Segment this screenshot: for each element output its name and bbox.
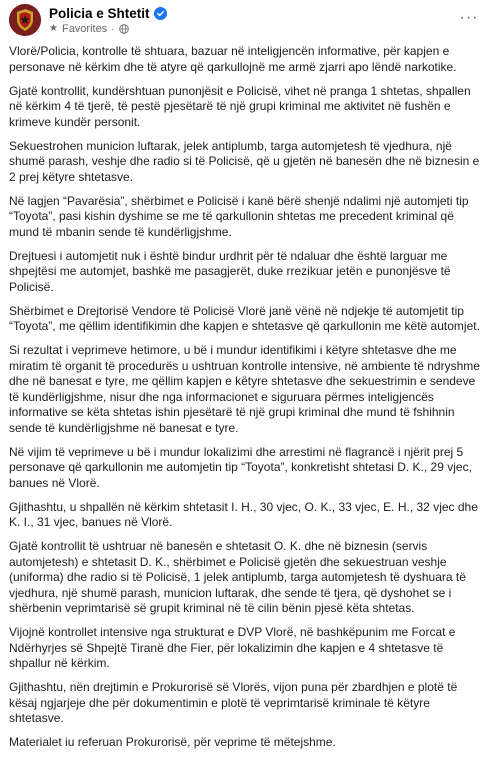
post-paragraph: Materialet iu referuan Prokurorisë, për veprime të mëtejshme.	[9, 735, 336, 749]
separator-dot: ·	[111, 23, 115, 35]
globe-icon[interactable]	[119, 24, 129, 34]
post-paragraph: Gjatë kontrollit, kundërshtuan punonjësit e Policisë, vihet në pranga 1 shtetas, shpallen në kërkim 4 të tjerë, të pestë pjesëtarë të një grupi kriminal me aktivitet në fushën e krimeve kundër personit.	[9, 83, 471, 129]
verified-badge-icon	[154, 7, 167, 20]
post-paragraph: Vijojnë kontrollet intensive nga strukturat e DVP Vlorë, në bashkëpunim me Forcat e Ndërhyrjes së Shpejtë Tiranë dhe Fier, për lokalizimin dhe kapjen e 4 shtetasve të shpallur në kërkim.	[9, 625, 456, 670]
post-paragraph: Gjithashtu, nën drejtimin e Prokurorisë së Vlorës, vijon puna për zbardhjen e plotë të kësaj ngjarjeje dhe për dokumentimin e plotë të veprimtarisë kriminale të këtyre shtetasve.	[9, 680, 458, 725]
post-paragraph: Drejtuesi i automjetit nuk i është bindur urdhrit për të ndaluar dhe është larguar me shpejtësi me automjet, bashkë me pasagjerët, duke rrezikuar jetën e punonjësve të Policisë.	[9, 248, 451, 294]
post-paragraph: Në lagjen “Pavarësia”, shërbimet e Policisë i kanë bërë shenjë ndalimi një automjeti tip “Toyota”, pasi kishin dyshime se me të qarkullonin shtetas me precedent kriminal që mund të mbanin sende të kundërligjshme.	[9, 193, 469, 239]
page-avatar[interactable]	[9, 4, 41, 36]
post-paragraph: Vlorë/Policia, kontrolle të shtuara, bazuar në inteligjencën informative, për kapjen e personave në kërkim dhe të atyre që qarkullojnë me armë zjarri apo lëndë narkotike.	[9, 44, 457, 74]
page-name-row	[49, 6, 167, 21]
post-paragraph: Në vijim të veprimeve u bë i mundur lokalizimi dhe arrestimi në flagrancë i njërit prej 5 personave që qarkullonin me automjetin tip “Toyota”, konkretisht shtetasi D. K., 29 vjec, banues në Vlorë.	[9, 444, 472, 490]
post-meta	[49, 23, 129, 35]
post-body	[9, 44, 485, 759]
page-name[interactable]: Policia e Shtetit	[49, 6, 150, 21]
post-paragraph: Gjatë kontrollit të ushtruar në banesën e shtetasit O. K. dhe në biznesin (servis automjetesh) e shtetasit D. K., shërbimet e Policisë gjetën dhe sekuestruan veshje (uniforma) dhe radio si të Policisë, 1 jelek antiplumb, targa automjetesh të dyshuara të vjedhura, një shumë parash, municion luftarak, dhe sende të tjera, që dyshohet se i shërbenin veprimtarisë së grupit kriminal në të cilin bënin pjesë këta shtetas.	[9, 539, 466, 615]
post-paragraph: Sekuestrohen municion luftarak, jelek antiplumb, targa automjetesh të vjedhura, një shumë parash, veshje dhe radio si të Policisë, që u gjetën në banesën dhe në biznesin e 2 prej këtyre shtetasve.	[9, 138, 480, 184]
post-header	[0, 0, 491, 40]
more-options-icon[interactable]: ···	[459, 9, 479, 26]
post-paragraph: Gjithashtu, u shpallën në kërkim shtetasit I. H., 30 vjec, O. K., 33 vjec, E. H., 32 vjec dhe K. I., 31 vjec, banues në Vlorë.	[9, 499, 478, 529]
star-icon: ★	[49, 23, 58, 34]
police-emblem-icon	[9, 4, 41, 36]
audience-label[interactable]: Favorites	[61, 23, 108, 35]
post-paragraph: Si rezultat i veprimeve hetimore, u bë i mundur identifikimi i këtyre shtetasve dhe me miratim të organit të procedurës u ushtruan kontrolle intensive, në ambiente të ndryshme dhe në banesat e tyre, me qëllim kapjen e këtyre shtetasve dhe sekuestrimin e sendeve të kundërligjshme, nisur dhe nga informacionet e siguruara përmes inteligjencës informative se këta shtetas ishin pjesëtarë të një grupi kriminal dhe mund të fshihnin sende të kundërligjshme në banesat e tyre.	[9, 343, 480, 435]
post-paragraph: Shërbimet e Drejtorisë Vendore të Policisë Vlorë janë vënë në ndjekje të automjetit tip “Toyota”, me qëllim identifikimin dhe kapjen e shtetasve që qarkullonin me këtë automjet.	[9, 303, 480, 333]
